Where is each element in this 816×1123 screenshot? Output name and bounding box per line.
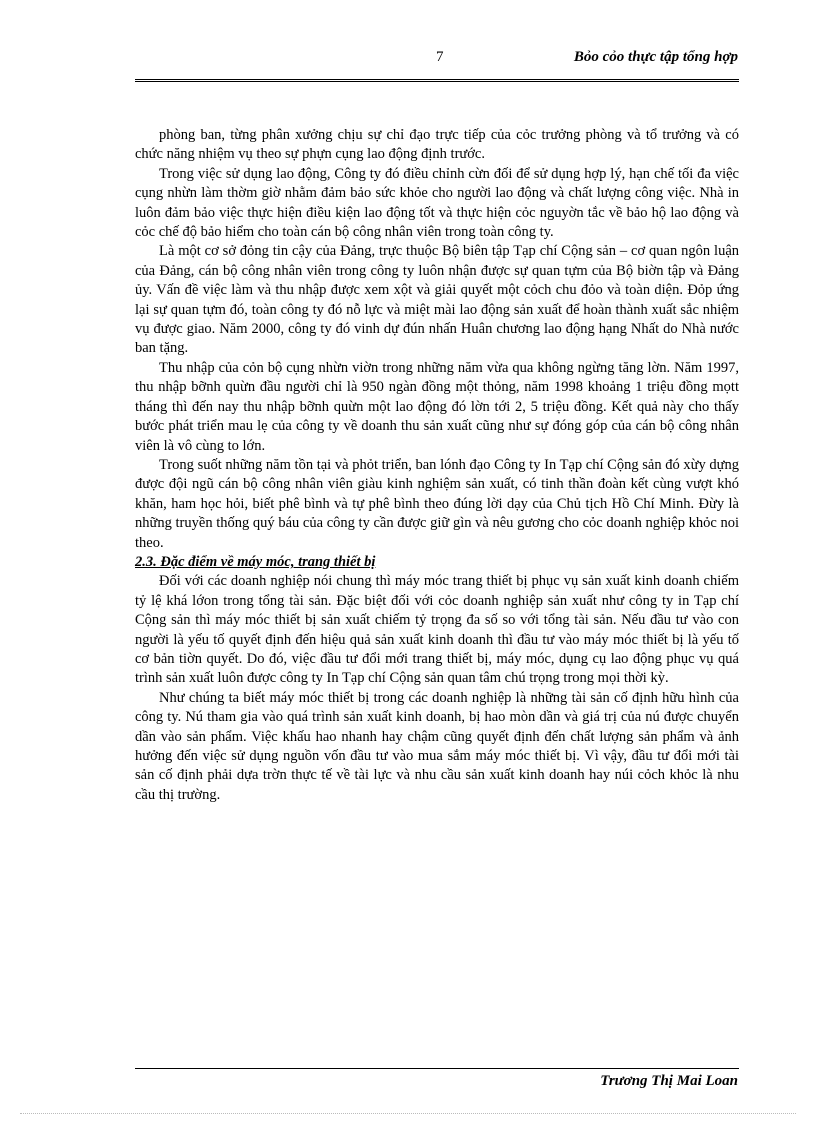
footer-author: Trương Thị Mai Loan bbox=[600, 1073, 738, 1089]
header-title: Bỏo cỏo thực tập tổng hợp bbox=[573, 49, 738, 65]
body-paragraph: phòng ban, từng phân xưởng chịu sự chỉ đạo trực tiếp của cỏc trưởng phòng và tổ trưởng và có chức năng nhiệm vụ theo sự phựn cụng lao động định trước. bbox=[135, 127, 739, 163]
body-paragraph: Thu nhập của cỏn bộ cụng nhừn viờn trong những năm vừa qua không ngừng tăng lờn. Năm 1997, thu nhập bỡnh quừn đầu người chỉ là 950 ngàn đồng một thỏng, năm 1998 khoảng 1 triệu đồng mọtt tháng thì đến nay thu nhập bỡnh quừn một lao động đó lờn tới 2, 5 triệu đồng. Kết quả này cho thấy bước phát triển mau lẹ của công ty về doanh thu sản xuất cũng như sự đóng góp của cán bộ công nhân viên là vô cùng to lớn. bbox=[135, 359, 739, 454]
page-number: 7 bbox=[436, 49, 444, 65]
body-paragraph: Trong suốt những năm tồn tại và phỏt triển, ban lónh đạo Công ty In Tạp chí Cộng sản đó xừy dựng được đội ngũ cán bộ công nhân viên giàu kinh nghiệm sản xuất, có tinh thần đoàn kết cùng vượt khó khăn, ham học hỏi, biết phê bình và tự phê bình theo đúng lời dạy của Chủ tịch Hồ Chí Minh. Đừy là những truyền thống quý báu của công ty cần được giữ gìn và nêu gương cho cỏc doanh nghiệp khỏc noi theo. bbox=[135, 456, 739, 551]
document-body bbox=[135, 126, 739, 805]
footer-rule bbox=[135, 1068, 739, 1069]
page-bottom-border bbox=[20, 1113, 796, 1114]
section-heading: 2.3. Đặc điểm về máy móc, trang thiết bị bbox=[135, 553, 376, 570]
section-paragraph: Như chúng ta biết máy móc thiết bị trong các doanh nghiệp là những tài sản cố định hữu hình của công ty. Nú tham gia vào quá trình sản xuất kinh doanh, bị hao mòn dần và giá trị của nú được chuyển dần vào sản phẩm. Việc khấu hao nhanh hay chậm cũng quyết định đến chất lượng sản phẩm và ảnh hưởng đến việc sử dụng nguồn vốn đầu tư vào mua sắm máy móc thiết bị. Vì vậy, đầu tư đổi mới tài sản cố định phải dựa trờn thực tế về tài lực và nhu cầu sản xuất kinh doanh hay núi cỏch khỏc là nhu cầu thị trường. bbox=[135, 689, 739, 803]
header-rule bbox=[135, 79, 739, 82]
body-paragraph: Trong việc sử dụng lao động, Công ty đó điều chỉnh cừn đối để sử dụng hợp lý, hạn chế tối đa việc cụng nhừn làm thờm giờ nhằm đảm bảo sức khỏe cho người lao động và chất lượng công việc. Nhà in luôn đảm bảo việc thực hiện điều kiện lao động tốt và thực hiện cỏc nguyờn tắc về bảo hộ lao động và cỏc chế độ bảo hiểm cho toàn cán bộ công nhân viên trong toàn công ty. bbox=[135, 165, 739, 241]
section-paragraph: Đối với các doanh nghiệp nói chung thì máy móc trang thiết bị phục vụ sản xuất kinh doanh chiếm tỷ lệ khá lớon trong tổng tài sản. Đặc biệt đối với cỏc doanh nghiệp sản xuất như công ty in Tạp chí Cộng sản thì máy móc thiết bị sản xuất chiếm tỷ trọng đa số so với tổng tài sản. Nếu đầu tư vào con người là yếu tố quyết định đến hiệu quả sản xuất kinh doanh thì đầu tư vào máy móc thiết bị là yếu tố cơ bản tiờn quyết. Do đó, việc đầu tư đổi mới trang thiết bị, máy móc, dụng cụ lao động phục vụ quá trình sản xuất luôn được công ty In Tạp chí Cộng sản quan tâm chú trọng trong mọi thời kỳ. bbox=[135, 573, 739, 687]
body-paragraph: Là một cơ sở đỏng tin cậy của Đảng, trực thuộc Bộ biên tập Tạp chí Cộng sản – cơ quan ngôn luận của Đảng, cán bộ công nhân viên trong công ty luôn nhận được sự quan tựm của Bộ biờn tập và Đảng ủy. Vấn đề việc làm và thu nhập được xem xột và giải quyết một cỏch chu đỏo và toàn diện. Đỏp ứng lại sự quan tựm đó, toàn công ty đó nỗ lực và miệt mài lao động sản xuất để hoàn thành xuất sắc nhiệm vụ được giao. Năm 2000, công ty đó vinh dự đún nhấn Huân chương lao động hạng Nhất do Nhà nước ban tặng. bbox=[135, 243, 739, 357]
